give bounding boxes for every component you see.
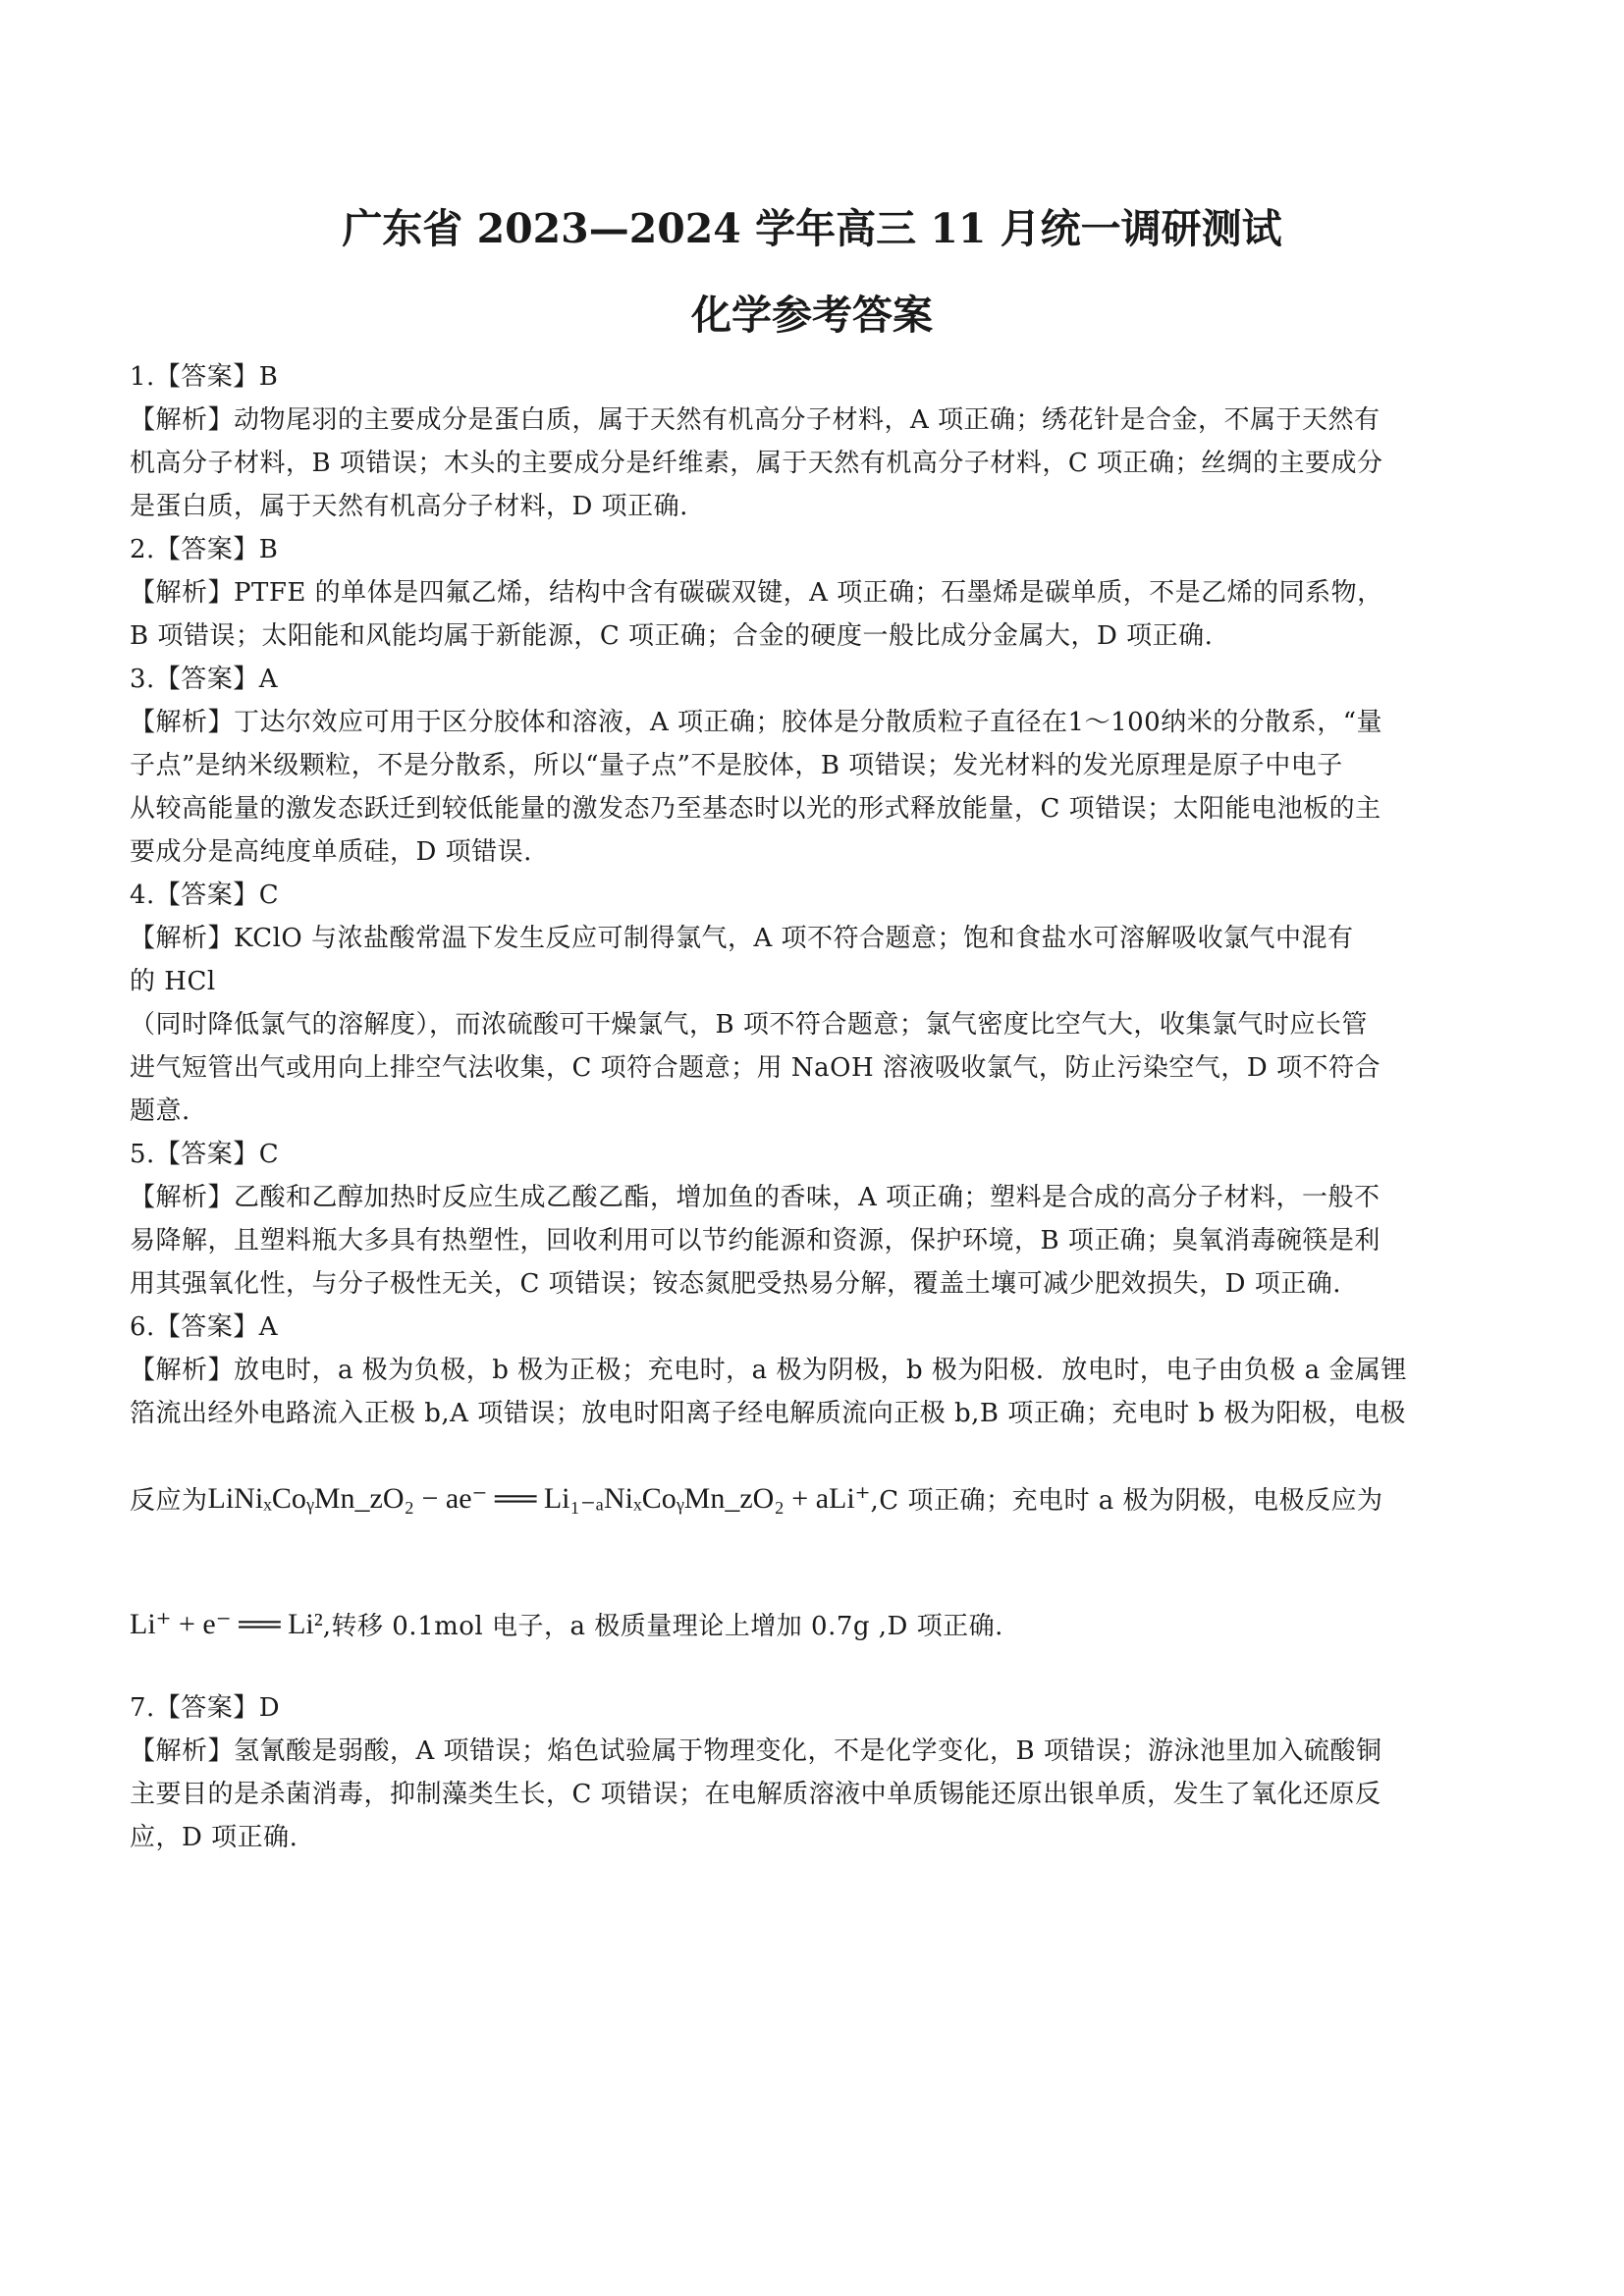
explanation-line: 主要目的是杀菌消毒，抑制藻类生长，C 项错误；在电解质溶液中单质锡能还原出银单质，发生了氧化还原反	[130, 1780, 1381, 1809]
explanation-line: 【解析】PTFE 的单体是四氟乙烯，结构中含有碳碳双键，A 项正确；石墨烯是碳单质，不是乙烯的同系物，	[130, 578, 1383, 608]
explanation-line: 应，D 项正确.	[130, 1823, 298, 1852]
explanation-line: 【解析】动物尾羽的主要成分是蛋白质，属于天然有机高分子材料，A 项正确；绣花针是合金，不属于天然有	[130, 405, 1380, 435]
explanation-line: 机高分子材料，B 项错误；木头的主要成分是纤维素，属于天然有机高分子材料，C 项正确；丝绸的主要成分	[130, 449, 1383, 478]
question-3	[130, 658, 1504, 874]
electrode-equation: LiNiₓCoᵧMn_zO₂ − ae⁻ ══ Li₁₋ₐNiₓCoᵧMn_zO₂ + aLi⁺	[207, 1481, 871, 1515]
explanation-line: 子点”是纳米级颗粒，不是分散系，所以“量子点”不是胶体，B 项错误；发光材料的发光原理是原子中电子	[130, 751, 1343, 780]
document-title: 广东省 2023—2024 学年高三 11 月统一调研测试	[342, 205, 1282, 252]
answer-line: 1.【答案】B	[130, 362, 279, 392]
question-5	[130, 1133, 1504, 1306]
explanation-line: 【解析】丁达尔效应可用于区分胶体和溶液，A 项正确；胶体是分散质粒子直径在1～100纳米的分散系，“量	[130, 708, 1383, 737]
explanation-line: B 项错误；太阳能和风能均属于新能源，C 项正确；合金的硬度一般比成分金属大，D 项正确.	[130, 621, 1214, 651]
explanation-line: 是蛋白质，属于天然有机高分子材料，D 项正确.	[130, 492, 688, 521]
formula-line-2	[130, 1561, 1504, 1686]
explanation-line: （同时降低氯气的溶解度），而浓硫酸可干燥氯气，B 项不符合题意；氯气密度比空气大，收集氯气时应长管	[130, 1010, 1368, 1040]
formula-suffix: ,C 项正确；充电时 a 极为阴极，电极反应为	[870, 1485, 1383, 1516]
answer-list	[130, 355, 1504, 1859]
answer-line: 4.【答案】C	[130, 881, 280, 910]
answer-line: 6.【答案】A	[130, 1312, 279, 1342]
explanation-line: 【解析】KClO 与浓盐酸常温下发生反应可制得氯气，A 项不符合题意；饱和食盐水可溶解吸收氯气中混有	[130, 924, 1354, 953]
explanation-line: 易降解，且塑料瓶大多具有热塑性，回收利用可以节约能源和资源，保护环境，B 项正确；臭氧消毒碗筷是利	[130, 1226, 1380, 1255]
answer-line: 2.【答案】B	[130, 535, 279, 564]
explanation-line: 从较高能量的激发态跃迁到较低能量的激发态乃至基态时以光的形式释放能量，C 项错误；太阳能电池板的主	[130, 794, 1381, 824]
explanation-line: 【解析】氢氰酸是弱酸，A 项错误；焰色试验属于物理变化，不是化学变化，B 项错误；游泳池里加入硫酸铜	[130, 1736, 1382, 1766]
formula-suffix: ,转移 0.1mol 电子，a 极质量理论上增加 0.7g ,D 项正确.	[322, 1611, 1003, 1641]
explanation-line: 题意.	[130, 1096, 190, 1126]
question-4	[130, 874, 1504, 1133]
question-7	[130, 1686, 1504, 1859]
document-subtitle: 化学参考答案	[691, 292, 933, 339]
question-6	[130, 1306, 1504, 1686]
explanation-line: 【解析】乙酸和乙醇加热时反应生成乙酸乙酯，增加鱼的香味，A 项正确；塑料是合成的高分子材料，一般不	[130, 1183, 1380, 1212]
explanation-line: 的 HCl	[130, 967, 216, 996]
explanation-line: 进气短管出气或用向上排空气法收集，C 项符合题意；用 NaOH 溶液吸收氯气，防止污染空气，D 项不符合	[130, 1053, 1381, 1083]
answer-line: 5.【答案】C	[130, 1140, 280, 1169]
answer-line: 3.【答案】A	[130, 665, 279, 694]
explanation-line: 要成分是高纯度单质硅，D 项错误.	[130, 837, 532, 867]
explanation-line: 箔流出经外电路流入正极 b,A 项错误；放电时阳离子经电解质流向正极 b,B 项正确；充电时 b 极为阳极，电极	[130, 1399, 1406, 1428]
answer-line: 7.【答案】D	[130, 1693, 281, 1723]
question-1	[130, 355, 1504, 528]
explanation-line: 用其强氧化性，与分子极性无关，C 项错误；铵态氮肥受热易分解，覆盖土壤可减少肥效损失，D 项正确.	[130, 1269, 1342, 1299]
question-2	[130, 528, 1504, 658]
formula-prefix: 反应为	[130, 1485, 208, 1516]
electrode-equation: Li⁺ + e⁻ ══ Li²	[130, 1607, 323, 1640]
formula-line-1	[130, 1435, 1504, 1561]
explanation-line: 【解析】放电时，a 极为负极，b 极为正极；充电时，a 极为阴极，b 极为阳极．放电时，电子由负极 a 金属锂	[130, 1356, 1407, 1385]
